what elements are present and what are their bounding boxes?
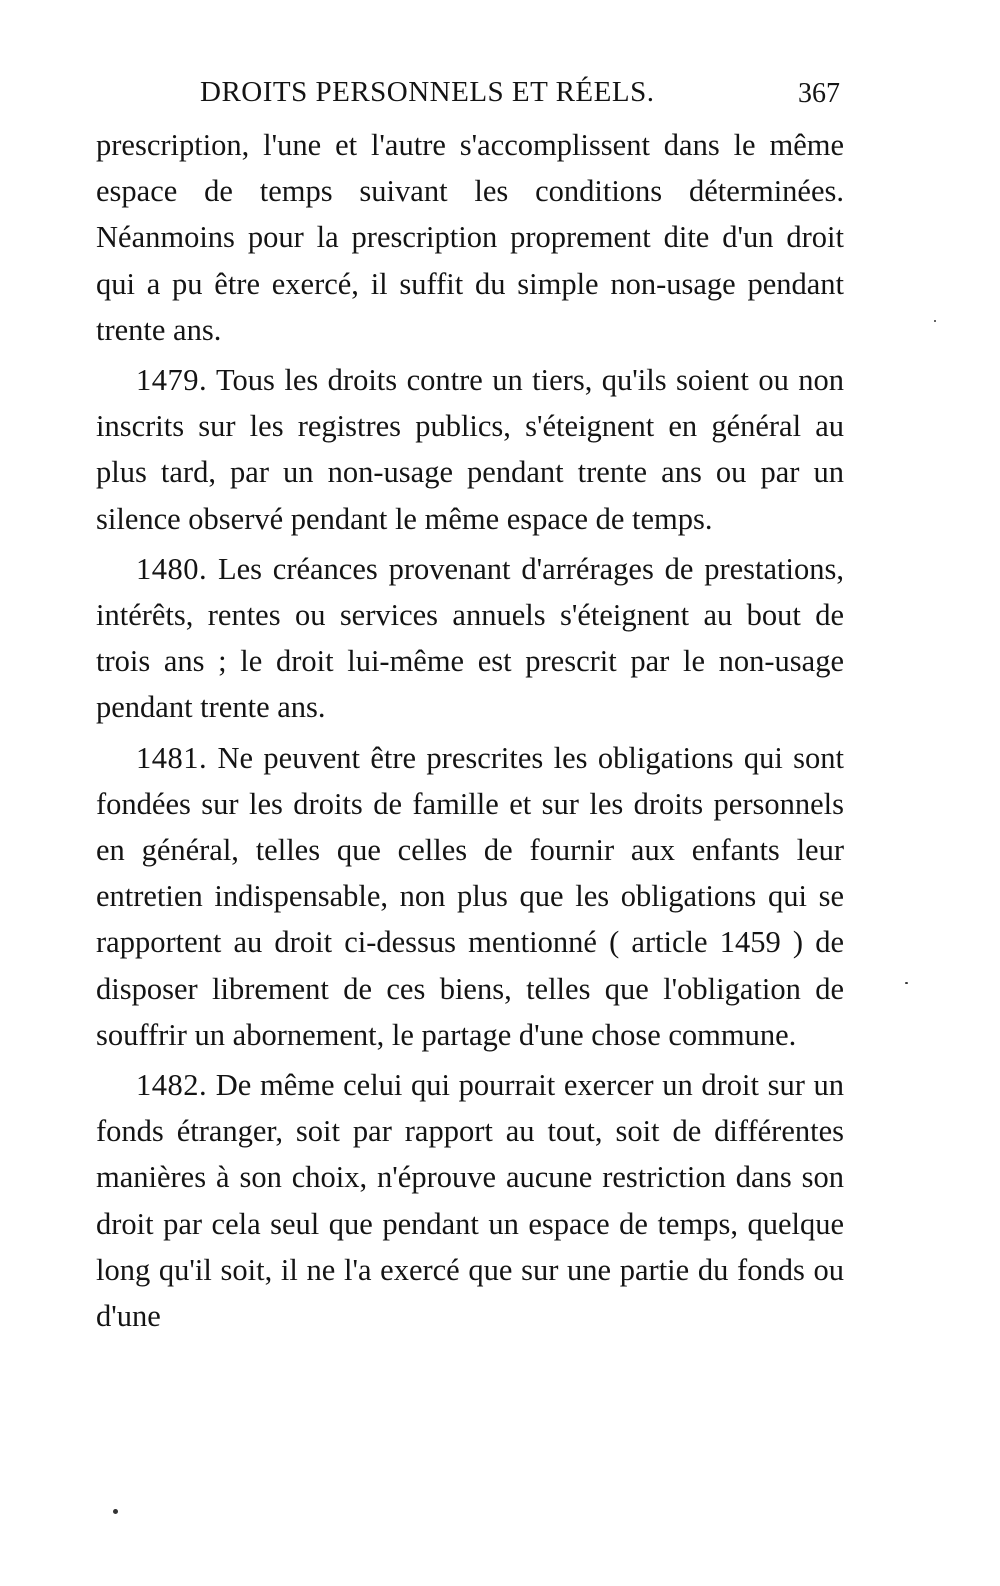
article-1482 (96, 1062, 844, 1339)
article-number: 1481. (136, 740, 208, 775)
paper-speck (934, 320, 936, 322)
article-1480 (96, 546, 844, 731)
article-number: 1479. (136, 363, 208, 398)
page-number: 367 (798, 78, 840, 109)
running-head (96, 72, 844, 122)
article-1481 (96, 735, 844, 1058)
book-page (96, 72, 844, 1343)
article-number: 1480. (136, 551, 208, 586)
article-1479 (96, 357, 844, 542)
body-text (96, 122, 844, 1339)
continued-paragraph: prescription, l'une et l'autre s'accomplissent dans le même espace de temps suivant les conditions déterminées. Néanmoins pour la prescription proprement dite d'un droit qui a pu être exercé, il suffit du simple non-usage pendant trente ans. (96, 128, 844, 347)
running-title: DROITS PERSONNELS ET RÉELS. (200, 76, 655, 108)
article-text: Tous les droits contre un tiers, qu'ils soient ou non inscrits sur les registres publics, s'éteignent en général au plus tard, par un non-usage pendant trente ans ou par un silence observé pendant le même espace de temps. (96, 363, 845, 536)
article-text: Ne peuvent être prescrites les obligations qui sont fondées sur les droits de famille et sur les droits personnels en général, telles que celles de fournir aux enfants leur entretien indispensable, non plus que les obligations qui se rapportent au droit ci-dessus mentionné ( article 1459 ) de disposer librement de ces biens, telles que l'obligation de souffrir un abornement, le partage d'une chose commune. (96, 740, 844, 1052)
article-text: Les créances provenant d'arrérages de prestations, intérêts, rentes ou services annuels s'éteignent au bout de trois ans ; le droit lui-même est prescrit par le non-usage pendant trente ans. (96, 551, 844, 725)
article-number: 1482. (136, 1068, 208, 1103)
paper-speck (113, 1509, 118, 1514)
paper-speck (905, 982, 908, 984)
article-text: De même celui qui pourrait exercer un droit sur un fonds étranger, soit par rapport au tout, soit de différentes manières à son choix, n'éprouve aucune restriction dans son droit par cela seul que pendant un espace de temps, quelque long qu'il soit, il ne l'a exercé que sur une partie du fonds ou d'une (96, 1068, 844, 1334)
